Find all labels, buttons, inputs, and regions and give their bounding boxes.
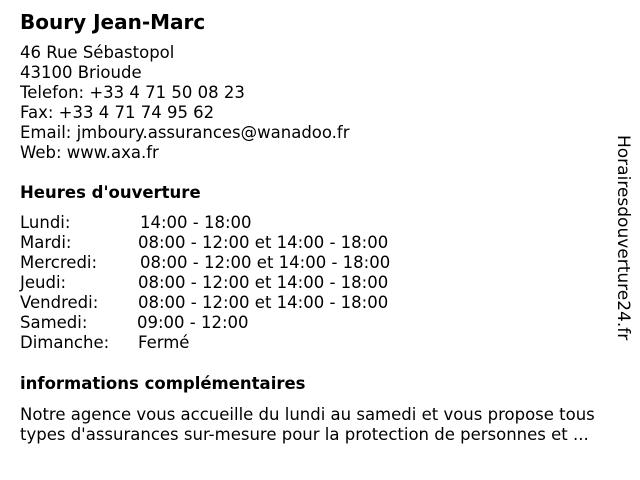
hours-value: Fermé	[138, 333, 190, 352]
website: Web: www.axa.fr	[20, 143, 159, 162]
phone-number: Telefon: +33 4 71 50 08 23	[20, 83, 245, 102]
hours-value: 08:00 - 12:00 et 14:00 - 18:00	[140, 253, 391, 272]
day-label: Jeudi:	[20, 273, 67, 292]
opening-hours-heading: Heures d'ouverture	[20, 183, 201, 202]
fax-number: Fax: +33 4 71 74 95 62	[20, 103, 215, 122]
hours-row-saturday	[20, 313, 440, 333]
hours-value: 08:00 - 12:00 et 14:00 - 18:00	[138, 233, 389, 252]
day-label: Vendredi:	[20, 293, 99, 312]
hours-row-sunday	[20, 333, 440, 353]
day-label: Mardi:	[20, 233, 72, 252]
hours-row-friday	[20, 293, 440, 313]
hours-row-thursday	[20, 273, 440, 293]
address-street: 46 Rue Sébastopol	[20, 43, 175, 62]
hours-row-monday	[20, 213, 440, 233]
day-label: Samedi:	[20, 313, 88, 332]
day-label: Lundi:	[20, 213, 71, 232]
address-city: 43100 Brioude	[20, 63, 142, 82]
watermark-text: Horairesdouverture24.fr	[613, 135, 633, 341]
business-name: Boury Jean-Marc	[20, 10, 206, 34]
hours-value: 08:00 - 12:00 et 14:00 - 18:00	[138, 293, 389, 312]
day-label: Mercredi:	[20, 253, 98, 272]
opening-hours-table	[20, 213, 440, 353]
info-line: types d'assurances sur-mesure pour la protection de personnes et ...	[20, 425, 589, 444]
hours-row-wednesday	[20, 253, 440, 273]
day-label: Dimanche:	[20, 333, 110, 352]
hours-value: 08:00 - 12:00 et 14:00 - 18:00	[138, 273, 389, 292]
hours-row-tuesday	[20, 233, 440, 253]
additional-info-text	[20, 405, 635, 445]
hours-value: 14:00 - 18:00	[140, 213, 252, 232]
email-address: Email: jmboury.assurances@wanadoo.fr	[20, 123, 350, 142]
contact-block	[20, 43, 350, 163]
info-line: Notre agence vous accueille du lundi au samedi et vous propose tous	[20, 405, 595, 424]
additional-info-heading: informations complémentaires	[20, 374, 306, 393]
hours-value: 09:00 - 12:00	[137, 313, 249, 332]
